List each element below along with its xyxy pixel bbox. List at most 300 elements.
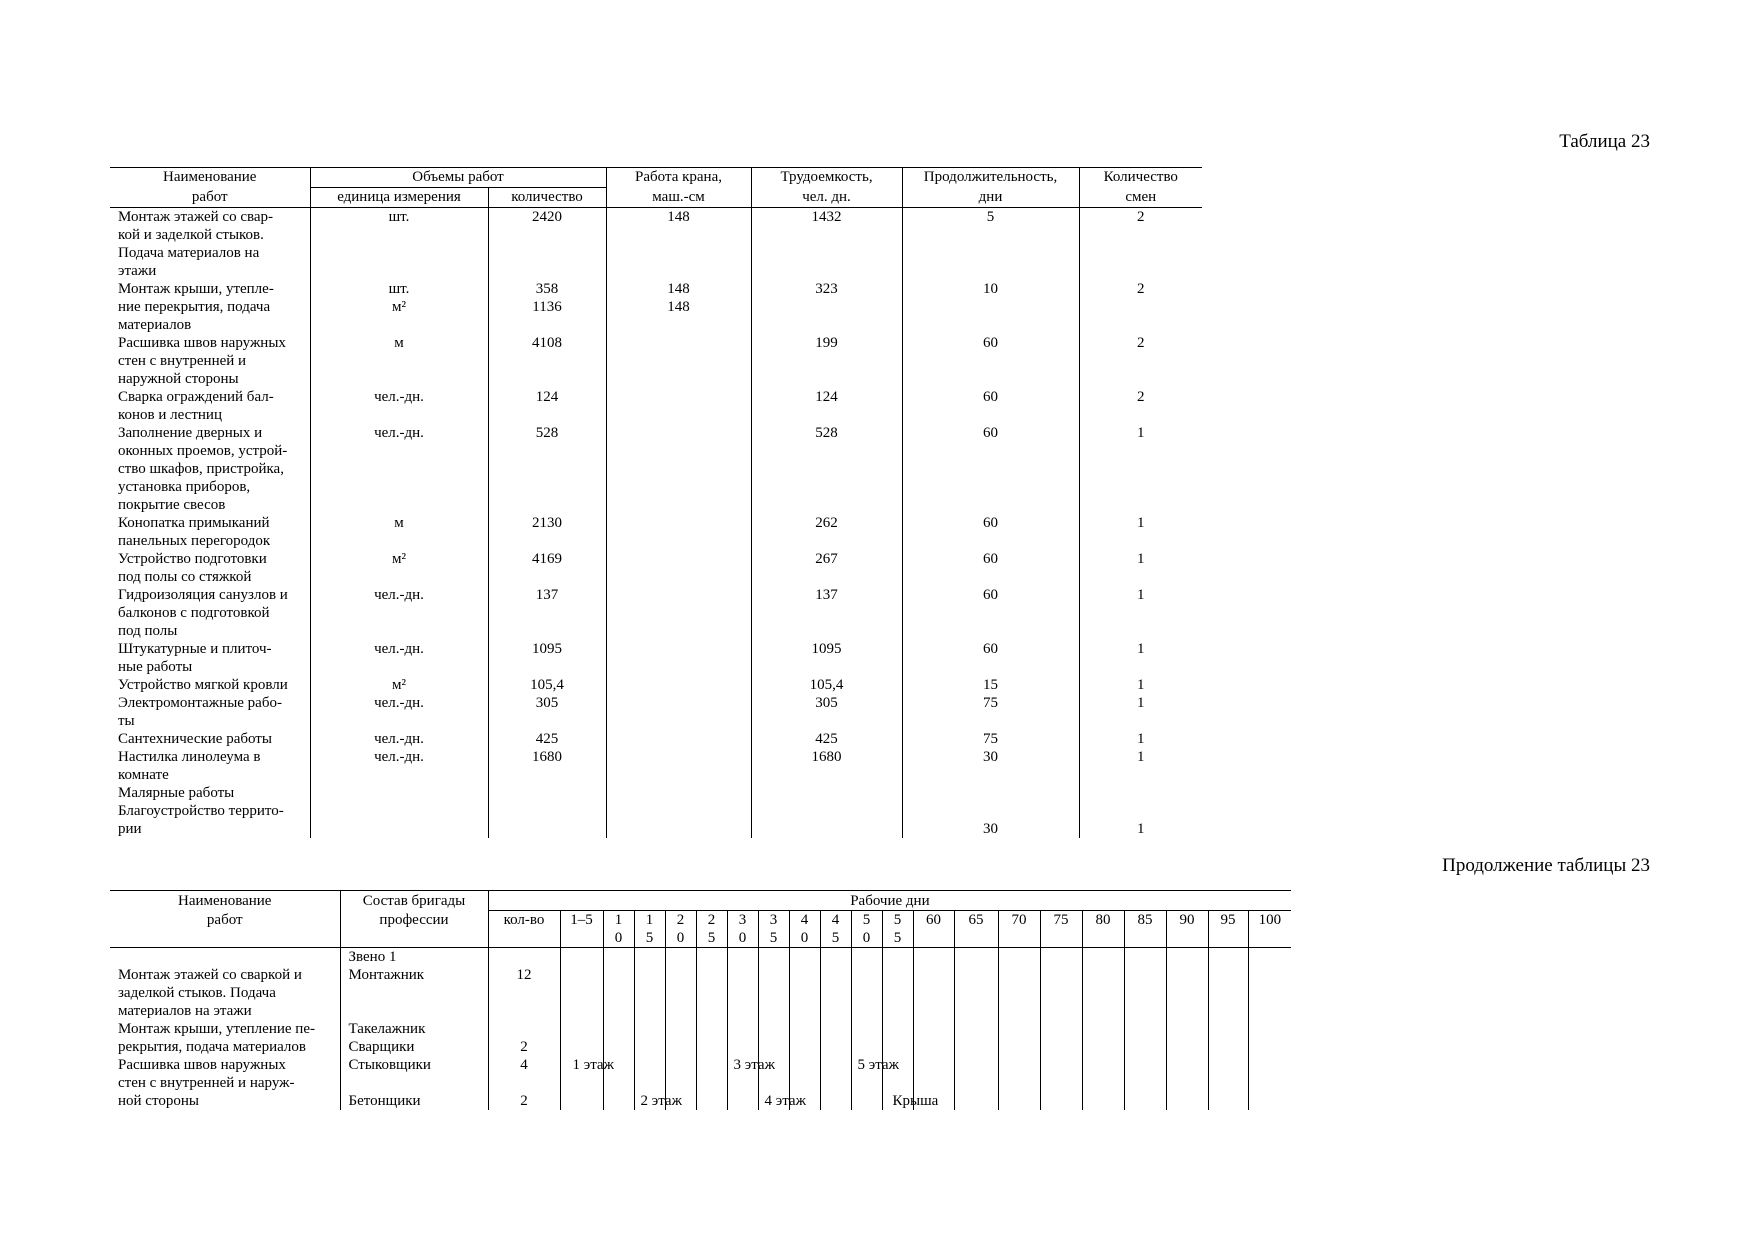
header-day-15: 80 xyxy=(1082,911,1124,948)
cell-qty xyxy=(488,262,606,280)
header-day-2 xyxy=(634,911,665,948)
cell-crane xyxy=(606,658,751,676)
work-name: Монтаж этажей со сваркой и xyxy=(118,967,302,983)
header-working-days: Рабочие дни xyxy=(488,891,1291,911)
cell-days xyxy=(902,226,1079,244)
cell-labor: 262 xyxy=(751,514,902,532)
day-cell xyxy=(1040,1092,1082,1110)
header-day-digit: 5 xyxy=(893,912,902,928)
cell-crane: 148 xyxy=(606,298,751,316)
day-cell xyxy=(1208,948,1248,967)
day-cell xyxy=(1040,1038,1082,1056)
cell-days xyxy=(902,532,1079,550)
crew-profession xyxy=(340,1002,488,1020)
floor-label: 1 этаж xyxy=(572,1057,614,1073)
table-row xyxy=(110,442,1202,460)
day-cell xyxy=(665,1074,696,1092)
cell-labor xyxy=(751,244,902,262)
work-name: материалов на этажи xyxy=(118,1003,252,1019)
cell-unit xyxy=(310,532,488,550)
day-cell xyxy=(758,966,789,984)
cell-days: 60 xyxy=(902,424,1079,442)
work-name: этажи xyxy=(118,263,157,279)
work-name: Сантехнические работы xyxy=(118,731,272,747)
header-crew: Состав бригады xyxy=(340,891,488,911)
header-day-digit: 2 xyxy=(676,912,685,928)
cell-shifts: 1 xyxy=(1079,748,1202,766)
day-cell xyxy=(1208,1038,1248,1056)
cell-days: 5 xyxy=(902,208,1079,227)
day-cell xyxy=(603,1056,634,1074)
day-cell xyxy=(634,1002,665,1020)
day-cell xyxy=(603,1092,634,1110)
cell-crane xyxy=(606,640,751,658)
cell-days xyxy=(902,244,1079,262)
day-cell xyxy=(1208,984,1248,1002)
cell-unit: чел.-дн. xyxy=(310,586,488,604)
day-cell xyxy=(1124,948,1166,967)
day-cell xyxy=(882,1092,939,1110)
cell-shifts xyxy=(1079,478,1202,496)
crew-count: 12 xyxy=(488,966,560,984)
day-cell xyxy=(1082,1092,1124,1110)
day-cell xyxy=(1166,1038,1208,1056)
day-cell xyxy=(560,1002,603,1020)
floor-label: 2 этаж xyxy=(640,1093,682,1109)
header-day-4 xyxy=(696,911,727,948)
header-crane-2: маш.-см xyxy=(606,188,751,208)
work-name: балконов с подготовкой xyxy=(118,605,270,621)
cell-qty: 358 xyxy=(488,280,606,298)
cell-days: 15 xyxy=(902,676,1079,694)
day-cell xyxy=(789,1056,820,1074)
cell-qty: 1136 xyxy=(488,298,606,316)
cell-days xyxy=(902,766,1079,784)
day-cell xyxy=(1040,1020,1082,1038)
header-day-11: 60 xyxy=(913,911,954,948)
header-shifts-2: смен xyxy=(1079,188,1202,208)
work-name: Сварка ограждений бал- xyxy=(118,389,274,405)
cell-qty xyxy=(488,352,606,370)
day-cell xyxy=(954,1038,998,1056)
day-cell xyxy=(954,1056,998,1074)
cell-qty: 137 xyxy=(488,586,606,604)
day-cell xyxy=(665,948,696,967)
header-day-digit: 3 xyxy=(769,912,778,928)
cell-shifts: 2 xyxy=(1079,208,1202,227)
day-cell xyxy=(998,1092,1040,1110)
day-cell xyxy=(954,1002,998,1020)
cell-days xyxy=(902,496,1079,514)
cell-shifts: 1 xyxy=(1079,676,1202,694)
work-name: кой и заделкой стыков. xyxy=(118,227,264,243)
cell-crane xyxy=(606,694,751,712)
day-cell xyxy=(954,966,998,984)
day-cell xyxy=(1082,1020,1124,1038)
cell-unit xyxy=(310,406,488,424)
day-cell xyxy=(851,1092,882,1110)
work-name: комнате xyxy=(118,767,169,783)
cell-shifts xyxy=(1079,262,1202,280)
work-name: конов и лестниц xyxy=(118,407,222,423)
day-cell xyxy=(560,966,603,984)
cell-days xyxy=(902,406,1079,424)
work-name: Гидроизоляция санузлов и xyxy=(118,587,288,603)
day-cell xyxy=(727,1020,758,1038)
cell-labor xyxy=(751,352,902,370)
day-cell xyxy=(634,966,665,984)
cell-unit xyxy=(310,442,488,460)
work-name: Расшивка швов наружных xyxy=(118,1057,286,1073)
day-cell xyxy=(758,1074,789,1092)
cell-unit xyxy=(310,802,488,820)
day-cell xyxy=(603,1074,634,1092)
table-row xyxy=(110,784,1202,802)
day-cell xyxy=(560,984,603,1002)
header-day-digit: 0 xyxy=(676,930,685,946)
day-cell xyxy=(1040,984,1082,1002)
work-name: под полы xyxy=(118,623,178,639)
cell-labor: 528 xyxy=(751,424,902,442)
table-row xyxy=(110,406,1202,424)
work-name: Малярные работы xyxy=(118,785,235,801)
day-cell xyxy=(820,948,851,967)
work-name: оконных проемов, устрой- xyxy=(118,443,288,459)
cell-labor: 105,4 xyxy=(751,676,902,694)
day-cell xyxy=(1082,948,1124,967)
cell-qty: 124 xyxy=(488,388,606,406)
table-row xyxy=(110,1056,1353,1074)
table-row xyxy=(110,1002,1353,1020)
cell-qty xyxy=(488,622,606,640)
day-cell xyxy=(696,984,727,1002)
cell-crane xyxy=(606,766,751,784)
day-cell xyxy=(820,966,851,984)
table-row xyxy=(110,766,1202,784)
work-name: наружной стороны xyxy=(118,371,239,387)
cell-labor xyxy=(751,658,902,676)
day-cell xyxy=(1166,1020,1208,1038)
header-day-digit: 0 xyxy=(738,930,747,946)
cell-shifts xyxy=(1079,766,1202,784)
cell-unit: м xyxy=(310,514,488,532)
day-cell xyxy=(1124,1074,1166,1092)
day-cell xyxy=(954,1020,998,1038)
day-cell xyxy=(1124,984,1166,1002)
cell-shifts xyxy=(1079,658,1202,676)
table-row xyxy=(110,388,1202,406)
cell-crane xyxy=(606,478,751,496)
cell-unit xyxy=(310,352,488,370)
cell-days xyxy=(902,262,1079,280)
work-name: рии xyxy=(118,821,142,837)
day-cell xyxy=(696,966,727,984)
cell-qty xyxy=(488,370,606,388)
cell-unit xyxy=(310,820,488,838)
cell-days xyxy=(902,442,1079,460)
cell-shifts xyxy=(1079,226,1202,244)
cell-crane xyxy=(606,262,751,280)
header-shifts: Количество xyxy=(1079,168,1202,188)
day-cell xyxy=(634,948,665,967)
header-volumes: Объемы работ xyxy=(310,168,606,188)
day-cell xyxy=(1248,1020,1291,1038)
header-day-digit: 4 xyxy=(831,912,840,928)
day-cell xyxy=(727,966,758,984)
cell-shifts xyxy=(1079,496,1202,514)
crew-profession: Звено 1 xyxy=(340,948,488,967)
day-cell xyxy=(1248,1002,1291,1020)
cell-crane xyxy=(606,622,751,640)
day-cell xyxy=(1124,966,1166,984)
header-qty: количество xyxy=(488,188,606,208)
table-row xyxy=(110,712,1202,730)
work-name: Подача материалов на xyxy=(118,245,260,261)
crew-count: 2 xyxy=(488,1092,560,1110)
cell-crane xyxy=(606,226,751,244)
cell-qty xyxy=(488,658,606,676)
day-cell xyxy=(758,984,789,1002)
day-cell xyxy=(851,1020,882,1038)
cell-days: 60 xyxy=(902,334,1079,352)
table-row xyxy=(110,370,1202,388)
header-name-2: работ xyxy=(110,911,340,948)
cell-unit xyxy=(310,766,488,784)
cell-labor xyxy=(751,298,902,316)
cell-qty: 2130 xyxy=(488,514,606,532)
header-day-7 xyxy=(789,911,820,948)
day-cell xyxy=(665,966,696,984)
day-cell xyxy=(727,1056,775,1074)
table-row xyxy=(110,226,1202,244)
day-cell xyxy=(882,1056,913,1074)
cell-qty xyxy=(488,568,606,586)
cell-qty: 528 xyxy=(488,424,606,442)
header-day-digit: 0 xyxy=(862,930,871,946)
work-name: заделкой стыков. Подача xyxy=(118,985,276,1001)
cell-unit xyxy=(310,478,488,496)
crew-count: 2 xyxy=(488,1038,560,1056)
cell-labor xyxy=(751,370,902,388)
day-cell xyxy=(1082,1002,1124,1020)
table-row xyxy=(110,802,1202,820)
crew-profession: Такелажник xyxy=(340,1020,488,1038)
day-cell xyxy=(1248,1038,1291,1056)
day-cell xyxy=(820,1092,851,1110)
day-cell xyxy=(1040,948,1082,967)
cell-crane xyxy=(606,316,751,334)
day-cell xyxy=(789,1074,820,1092)
cell-unit: шт. xyxy=(310,208,488,227)
day-cell xyxy=(820,1074,851,1092)
day-cell xyxy=(696,1056,727,1074)
day-cell xyxy=(665,1056,696,1074)
cell-crane xyxy=(606,442,751,460)
cell-days: 75 xyxy=(902,694,1079,712)
header-day-digit: 1 xyxy=(614,912,623,928)
header-duration-2: дни xyxy=(902,188,1079,208)
cell-qty xyxy=(488,532,606,550)
day-cell xyxy=(998,1020,1040,1038)
day-cell xyxy=(820,1002,851,1020)
crew-count xyxy=(488,1074,560,1092)
work-name: ной стороны xyxy=(118,1093,199,1109)
work-name: ние перекрытия, подача xyxy=(118,299,271,315)
header-day-digit: 5 xyxy=(707,930,716,946)
cell-qty xyxy=(488,604,606,622)
cell-qty: 2420 xyxy=(488,208,606,227)
cell-unit xyxy=(310,604,488,622)
table-row xyxy=(110,748,1202,766)
work-name: Штукатурные и плиточ- xyxy=(118,641,272,657)
cell-unit: чел.-дн. xyxy=(310,748,488,766)
day-cell xyxy=(1248,1056,1291,1074)
cell-qty xyxy=(488,316,606,334)
day-cell xyxy=(820,1020,851,1038)
table-row xyxy=(110,586,1202,604)
work-name: Устройство подготовки xyxy=(118,551,267,567)
floor-label: 4 этаж xyxy=(764,1093,806,1109)
cell-qty: 4108 xyxy=(488,334,606,352)
day-cell xyxy=(1208,1074,1248,1092)
day-cell xyxy=(954,984,998,1002)
header-day-18: 95 xyxy=(1208,911,1248,948)
table-row xyxy=(110,622,1202,640)
crew-profession: Бетонщики xyxy=(340,1092,488,1110)
cell-crane xyxy=(606,370,751,388)
cell-labor xyxy=(751,622,902,640)
header-name-2: работ xyxy=(110,188,310,208)
table-row xyxy=(110,298,1202,316)
day-cell xyxy=(1124,1056,1166,1074)
work-schedule-table xyxy=(110,890,1353,1110)
day-cell xyxy=(560,1092,603,1110)
day-cell xyxy=(1166,1074,1208,1092)
table-row xyxy=(110,478,1202,496)
day-cell xyxy=(1166,1092,1208,1110)
cell-unit xyxy=(310,226,488,244)
day-cell xyxy=(696,948,727,967)
day-cell xyxy=(665,1038,696,1056)
cell-qty: 425 xyxy=(488,730,606,748)
cell-crane xyxy=(606,424,751,442)
cell-qty xyxy=(488,802,606,820)
cell-days xyxy=(902,802,1079,820)
day-cell xyxy=(634,1074,665,1092)
cell-unit: шт. xyxy=(310,280,488,298)
day-cell xyxy=(665,984,696,1002)
cell-days: 30 xyxy=(902,820,1079,838)
day-cell xyxy=(665,1002,696,1020)
cell-crane xyxy=(606,802,751,820)
table-row xyxy=(110,280,1202,298)
day-cell xyxy=(998,1056,1040,1074)
day-cell xyxy=(758,1056,789,1074)
cell-qty xyxy=(488,244,606,262)
cell-crane xyxy=(606,784,751,802)
table-row xyxy=(110,532,1202,550)
cell-qty: 1680 xyxy=(488,748,606,766)
day-cell xyxy=(1208,966,1248,984)
header-day-digit: 5 xyxy=(645,930,654,946)
cell-days: 60 xyxy=(902,640,1079,658)
table-row xyxy=(110,514,1202,532)
cell-days xyxy=(902,622,1079,640)
cell-unit xyxy=(310,622,488,640)
table-row xyxy=(110,984,1353,1002)
table-row xyxy=(110,352,1202,370)
header-crane: Работа крана, xyxy=(606,168,751,188)
cell-labor: 323 xyxy=(751,280,902,298)
header-day-digit: 4 xyxy=(800,912,809,928)
table-row xyxy=(110,244,1202,262)
day-cell xyxy=(1166,948,1208,967)
table-row xyxy=(110,640,1202,658)
crew-count xyxy=(488,1020,560,1038)
day-cell xyxy=(603,1002,634,1020)
day-cell xyxy=(820,1056,851,1074)
work-name: панельных перегородок xyxy=(118,533,271,549)
header-day-5 xyxy=(727,911,758,948)
cell-crane xyxy=(606,388,751,406)
day-cell xyxy=(851,1074,882,1092)
header-day-6 xyxy=(758,911,789,948)
table-row xyxy=(110,496,1202,514)
crew-profession xyxy=(340,984,488,1002)
day-cell xyxy=(913,1020,954,1038)
cell-days: 60 xyxy=(902,586,1079,604)
day-cell xyxy=(603,984,634,1002)
day-cell xyxy=(665,1020,696,1038)
cell-qty: 1095 xyxy=(488,640,606,658)
cell-labor: 1432 xyxy=(751,208,902,227)
day-cell xyxy=(696,1038,727,1056)
day-cell xyxy=(696,1074,727,1092)
crew-profession xyxy=(340,1074,488,1092)
table-row xyxy=(110,1038,1353,1056)
work-name: ты xyxy=(118,713,135,729)
table-row xyxy=(110,730,1202,748)
day-cell xyxy=(603,948,634,967)
table-row xyxy=(110,460,1202,478)
day-cell xyxy=(851,1002,882,1020)
day-cell xyxy=(1124,1092,1166,1110)
work-name: Расшивка швов наружных xyxy=(118,335,286,351)
cell-crane xyxy=(606,352,751,370)
table-caption: Таблица 23 xyxy=(1559,131,1650,152)
cell-crane xyxy=(606,496,751,514)
cell-qty: 4169 xyxy=(488,550,606,568)
day-cell xyxy=(758,1002,789,1020)
cell-unit xyxy=(310,244,488,262)
table-row xyxy=(110,966,1353,984)
cell-days xyxy=(902,712,1079,730)
header-day-16: 85 xyxy=(1124,911,1166,948)
day-cell xyxy=(998,1002,1040,1020)
table-continuation-caption: Продолжение таблицы 23 xyxy=(1442,855,1650,876)
work-name: Электромонтажные рабо- xyxy=(118,695,282,711)
cell-unit xyxy=(310,568,488,586)
cell-labor: 425 xyxy=(751,730,902,748)
cell-unit: чел.-дн. xyxy=(310,694,488,712)
cell-unit xyxy=(310,262,488,280)
cell-qty xyxy=(488,226,606,244)
cell-crane xyxy=(606,568,751,586)
day-cell xyxy=(1248,984,1291,1002)
header-labor-2: чел. дн. xyxy=(751,188,902,208)
day-cell xyxy=(1040,966,1082,984)
cell-unit: чел.-дн. xyxy=(310,730,488,748)
